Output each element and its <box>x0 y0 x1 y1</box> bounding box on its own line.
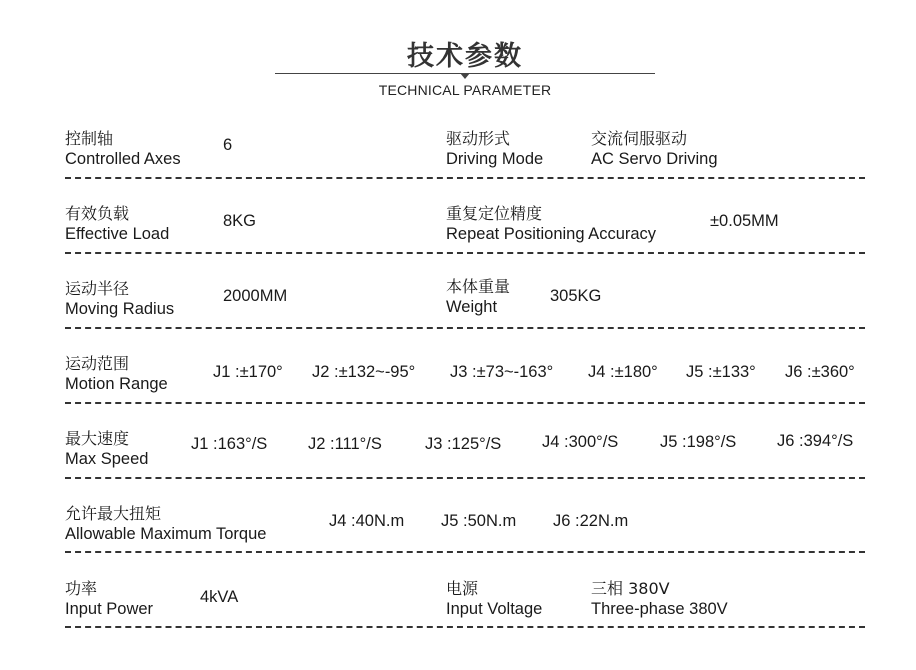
joint-value-j5: J5 :±133° <box>686 363 756 381</box>
label-en: Controlled Axes <box>65 150 181 168</box>
joint-value-j6: J6 :394°/S <box>777 432 854 450</box>
joint-value-j2: J2 :111°/S <box>308 435 382 453</box>
value-en: AC Servo Driving <box>591 150 718 168</box>
label-en: Weight <box>446 298 498 316</box>
param-label <box>446 128 543 170</box>
dashed-divider <box>65 402 865 404</box>
dashed-divider <box>65 252 865 254</box>
param-label <box>65 428 148 470</box>
param-row-effective-load <box>0 201 916 273</box>
label-en: Input Voltage <box>446 600 543 618</box>
label-en: Max Speed <box>65 450 149 468</box>
label-cn: 电源 <box>446 579 479 598</box>
param-value: 4kVA <box>200 588 239 606</box>
label-cn: 运动半径 <box>65 279 130 298</box>
joint-value-j2: J2 :±132~-95° <box>312 363 416 381</box>
joint-value-j6: J6 :22N.m <box>553 512 629 530</box>
param-row-motion-range <box>0 351 916 423</box>
joint-value-j1: J1 :163°/S <box>191 435 268 453</box>
param-row-input-power <box>0 576 916 648</box>
joint-value-j5: J5 :198°/S <box>660 433 737 451</box>
param-value <box>591 578 728 620</box>
dashed-divider <box>65 551 865 553</box>
param-label <box>65 128 181 170</box>
joint-value-j6: J6 :±360° <box>785 363 855 381</box>
label-cn: 有效负载 <box>65 204 130 223</box>
joint-value-j5: J5 :50N.m <box>441 512 517 530</box>
param-label <box>446 276 510 318</box>
label-cn: 运动范围 <box>65 354 130 373</box>
label-cn: 功率 <box>65 579 98 598</box>
label-en: Allowable Maximum Torque <box>65 525 267 543</box>
label-en: Moving Radius <box>65 300 175 318</box>
value-cn: 交流伺服驱动 <box>591 129 688 148</box>
page-title-cn: 技术参数 <box>407 41 523 72</box>
value-en: Three-phase 380V <box>591 600 728 618</box>
dashed-divider <box>65 626 865 628</box>
param-value: 305KG <box>550 287 602 305</box>
page-title-en: TECHNICAL PARAMETER <box>378 82 552 98</box>
param-label <box>65 353 168 395</box>
param-row-max-speed <box>0 426 916 498</box>
joint-value-j4: J4 :300°/S <box>542 433 619 451</box>
label-cn: 重复定位精度 <box>446 204 543 223</box>
param-row-max-torque <box>0 501 916 573</box>
label-en: Effective Load <box>65 225 170 243</box>
label-en: Repeat Positioning Accuracy <box>446 225 657 243</box>
param-value <box>591 128 718 170</box>
param-value: 6 <box>223 136 233 154</box>
label-en: Motion Range <box>65 375 168 393</box>
label-cn: 本体重量 <box>446 277 511 296</box>
param-value: ±0.05MM <box>710 212 779 230</box>
param-label <box>446 578 542 620</box>
param-label <box>446 203 656 245</box>
param-row-controlled-axes <box>0 126 916 198</box>
joint-value-j4: J4 :±180° <box>588 363 658 381</box>
param-label <box>65 578 153 620</box>
value-cn: 三相 380V <box>591 579 670 598</box>
param-label <box>65 278 174 320</box>
dashed-divider <box>65 327 865 329</box>
label-cn: 驱动形式 <box>446 129 511 148</box>
param-label <box>65 203 169 245</box>
dashed-divider <box>65 177 865 179</box>
joint-value-j1: J1 :±170° <box>213 363 283 381</box>
label-cn: 最大速度 <box>65 429 130 448</box>
param-value: 8KG <box>223 212 257 230</box>
joint-value-j3: J3 :±73~-163° <box>450 363 554 381</box>
label-en: Input Power <box>65 600 154 618</box>
label-cn: 控制轴 <box>65 129 114 148</box>
param-label <box>65 503 266 545</box>
dashed-divider <box>65 477 865 479</box>
param-value: 2000MM <box>223 287 288 305</box>
param-row-moving-radius <box>0 276 916 348</box>
title-divider-arrow <box>460 73 470 79</box>
label-cn: 允许最大扭矩 <box>65 504 162 523</box>
label-en: Driving Mode <box>446 150 544 168</box>
joint-value-j4: J4 :40N.m <box>329 512 405 530</box>
joint-value-j3: J3 :125°/S <box>425 435 502 453</box>
